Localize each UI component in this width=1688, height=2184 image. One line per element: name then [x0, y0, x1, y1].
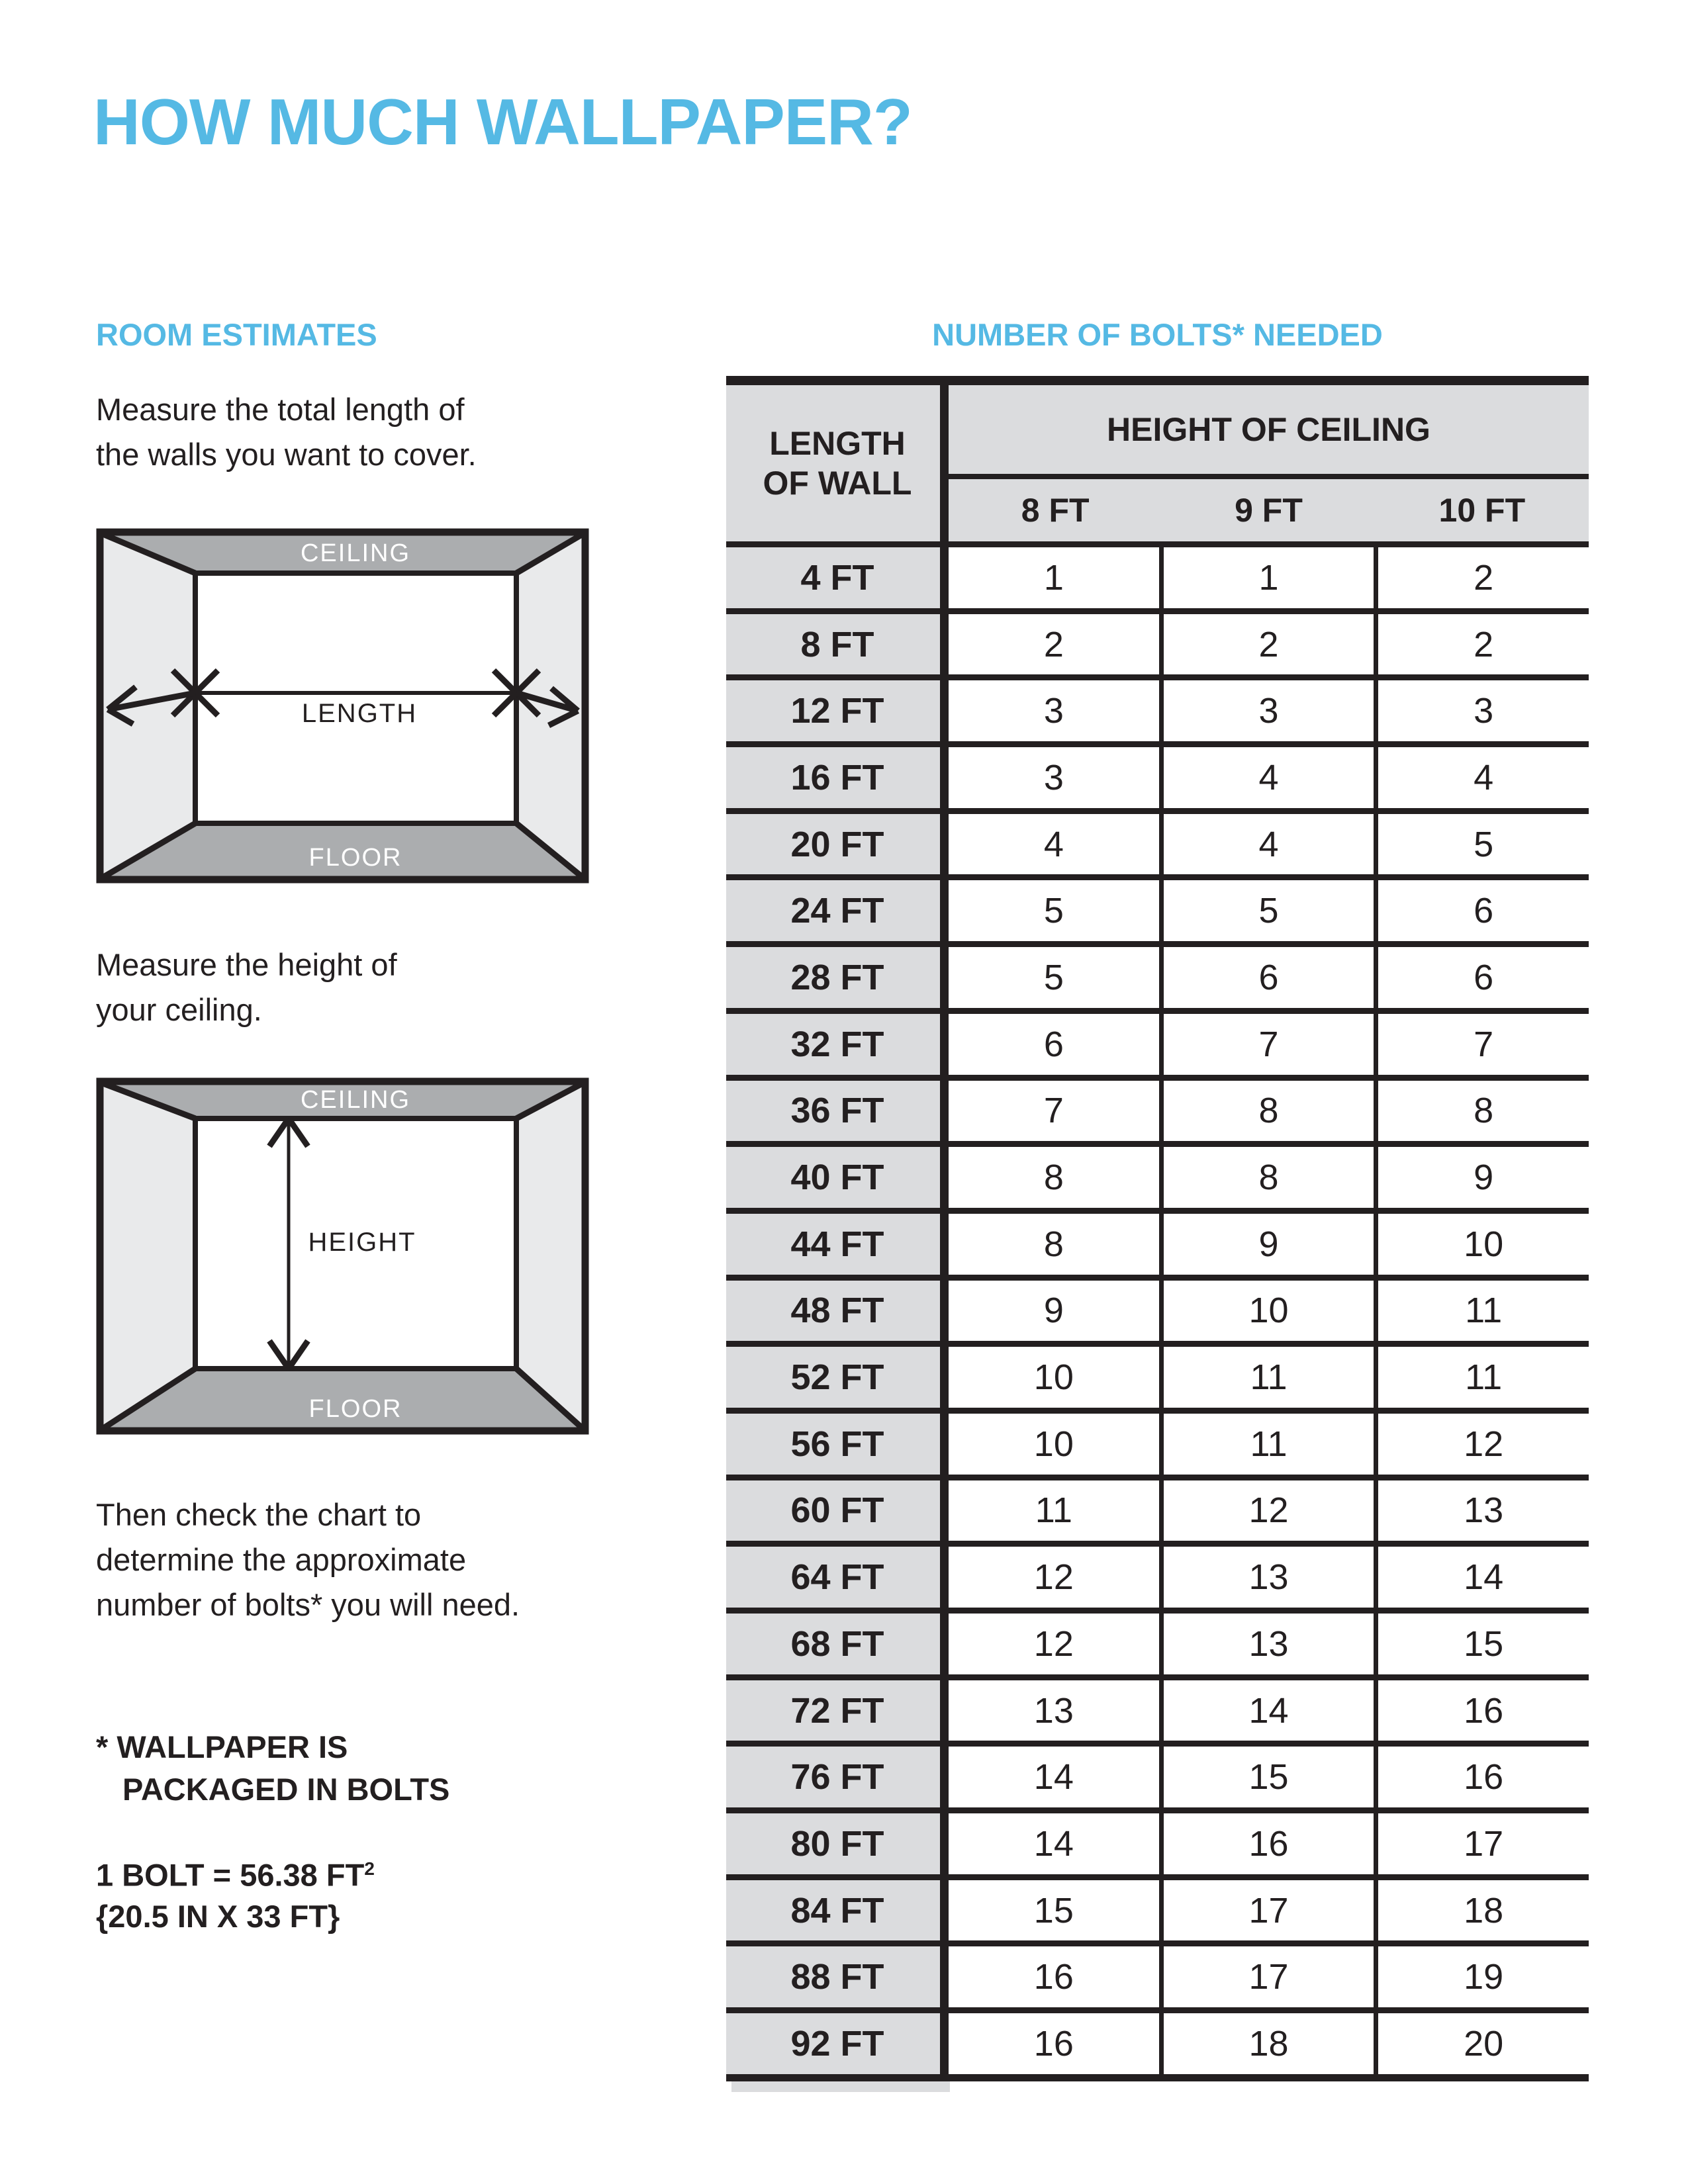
- bolt-count-cell: 17: [1374, 1813, 1589, 1874]
- row-label-wall-length: 44 FT: [726, 1214, 949, 1275]
- bolt-count-cell: 2: [1159, 614, 1374, 675]
- bolt-count-cell: 6: [1374, 947, 1589, 1008]
- bolt-count-cell: 5: [949, 947, 1159, 1008]
- bolt-count-cell: 13: [949, 1680, 1159, 1741]
- bolt-count-cell: 12: [949, 1614, 1159, 1674]
- table-row: [726, 1940, 1589, 2007]
- bolt-count-cell: 5: [949, 880, 1159, 941]
- height-label: HEIGHT: [308, 1228, 416, 1257]
- bolt-count-cell: 15: [1374, 1614, 1589, 1674]
- row-label-wall-length: 64 FT: [726, 1547, 949, 1608]
- bolt-count-cell: 2: [1374, 614, 1589, 675]
- floor-label: FLOOR: [308, 1395, 402, 1423]
- bolt-count-cell: 14: [1374, 1547, 1589, 1608]
- bolt-count-cell: 4: [1159, 814, 1374, 875]
- bolt-spec: [96, 1848, 375, 1937]
- row-label-wall-length: 56 FT: [726, 1414, 949, 1475]
- bolt-count-cell: 8: [949, 1147, 1159, 1208]
- ceiling-label: CEILING: [300, 1086, 411, 1114]
- row-label-wall-length: 92 FT: [726, 2013, 949, 2074]
- instruction-line: Then check the chart to: [96, 1497, 422, 1532]
- table-row: [726, 1608, 1589, 1674]
- row-label-wall-length: 88 FT: [726, 1946, 949, 2007]
- room-height-diagram: [96, 1077, 589, 1435]
- bolt-count-cell: 8: [1374, 1081, 1589, 1142]
- bolt-count-cell: 10: [1159, 1281, 1374, 1342]
- bolt-count-cell: 9: [1159, 1214, 1374, 1275]
- table-row: [726, 1741, 1589, 1807]
- back-wall-panel: [195, 573, 516, 823]
- row-label-wall-length: 24 FT: [726, 880, 949, 941]
- bolt-count-cell: 1: [949, 547, 1159, 608]
- bolt-count-cell: 12: [949, 1547, 1159, 1608]
- table-row: [726, 2007, 1589, 2074]
- bolt-count-cell: 1: [1159, 547, 1374, 608]
- instruction-line: Measure the total length of: [96, 392, 465, 427]
- bolt-count-cell: 8: [1159, 1081, 1374, 1142]
- section-heading-bolts-needed: NUMBER OF BOLTS* NEEDED: [932, 317, 1383, 352]
- bolt-count-cell: 13: [1159, 1614, 1374, 1674]
- instruction-step-3: [96, 1492, 520, 1627]
- bolt-count-cell: 11: [1374, 1281, 1589, 1342]
- length-label: LENGTH: [301, 699, 418, 728]
- bolt-count-cell: 4: [1159, 747, 1374, 808]
- bolt-count-cell: 11: [1159, 1347, 1374, 1408]
- row-label-wall-length: 68 FT: [726, 1614, 949, 1674]
- row-label-wall-length: 48 FT: [726, 1281, 949, 1342]
- instruction-line: number of bolts* you will need.: [96, 1587, 520, 1622]
- column-header-length-of-wall: [726, 385, 949, 541]
- table-row: [726, 808, 1589, 875]
- row-label-wall-length: 16 FT: [726, 747, 949, 808]
- row-label-wall-length: 4 FT: [726, 547, 949, 608]
- bolt-count-cell: 10: [949, 1347, 1159, 1408]
- column-header-line: OF WALL: [763, 465, 912, 502]
- bolt-count-cell: 5: [1374, 814, 1589, 875]
- instruction-line: your ceiling.: [96, 992, 262, 1027]
- table-row: [726, 608, 1589, 675]
- column-header-10ft: 10 FT: [1438, 492, 1526, 529]
- row-label-wall-length: 28 FT: [726, 947, 949, 1008]
- column-header-9ft: 9 FT: [1235, 492, 1303, 529]
- table-row: [726, 1475, 1589, 1541]
- bolt-count-cell: 11: [1374, 1347, 1589, 1408]
- bolt-count-cell: 17: [1159, 1880, 1374, 1941]
- bolt-count-cell: 12: [1159, 1480, 1374, 1541]
- bolt-count-cell: 7: [949, 1081, 1159, 1142]
- bolt-count-cell: 3: [949, 680, 1159, 741]
- room-length-diagram: [96, 528, 589, 884]
- table-top-rule: [726, 376, 1589, 385]
- ceiling-height-columns: [949, 479, 1589, 541]
- table-row: [726, 1874, 1589, 1941]
- bolt-count-cell: 19: [1374, 1946, 1589, 2007]
- row-label-wall-length: 84 FT: [726, 1880, 949, 1941]
- instruction-line: determine the approximate: [96, 1542, 467, 1577]
- bolt-count-cell: 15: [1159, 1747, 1374, 1807]
- table-row: [726, 1674, 1589, 1741]
- bolt-count-cell: 3: [949, 747, 1159, 808]
- bolt-count-cell: 8: [1159, 1147, 1374, 1208]
- bolt-size-text: 1 BOLT = 56.38 FT: [96, 1857, 365, 1893]
- table-bottom-rule: [726, 2074, 1589, 2081]
- section-heading-room-estimates: ROOM ESTIMATES: [96, 317, 377, 352]
- bolt-count-cell: 14: [949, 1813, 1159, 1874]
- row-label-wall-length: 76 FT: [726, 1747, 949, 1807]
- bolt-count-cell: 9: [949, 1281, 1159, 1342]
- row-label-wall-length: 20 FT: [726, 814, 949, 875]
- bolt-count-cell: 18: [1374, 1880, 1589, 1941]
- bolt-count-cell: 20: [1374, 2013, 1589, 2074]
- ceiling-label: CEILING: [300, 539, 411, 567]
- table-column-divider: [940, 376, 949, 2081]
- table-header-right: [949, 385, 1589, 541]
- bolt-count-cell: 17: [1159, 1946, 1374, 2007]
- group-header-height-of-ceiling: HEIGHT OF CEILING: [1107, 411, 1430, 448]
- bolt-count-cell: 12: [1374, 1414, 1589, 1475]
- table-row: [726, 941, 1589, 1008]
- bolt-size-line: [96, 1848, 375, 1896]
- bolt-count-cell: 18: [1159, 2013, 1374, 2074]
- table-row: [726, 1541, 1589, 1608]
- floor-label: FLOOR: [308, 844, 402, 872]
- bolt-count-cell: 3: [1374, 680, 1589, 741]
- row-label-wall-length: 36 FT: [726, 1081, 949, 1142]
- bolt-count-cell: 6: [1159, 947, 1374, 1008]
- bolt-count-cell: 7: [1159, 1014, 1374, 1075]
- bolt-count-cell: 8: [949, 1214, 1159, 1275]
- table-header: [726, 385, 1589, 541]
- footnote-line: * WALLPAPER IS: [96, 1729, 348, 1764]
- bolt-count-cell: 16: [949, 2013, 1159, 2074]
- row-label-wall-length: 40 FT: [726, 1147, 949, 1208]
- column-header-line: LENGTH: [769, 425, 906, 462]
- instruction-step-2: [96, 942, 397, 1032]
- bolt-count-cell: 3: [1159, 680, 1374, 741]
- footnote-line: PACKAGED IN BOLTS: [122, 1772, 450, 1807]
- row-label-wall-length: 60 FT: [726, 1480, 949, 1541]
- row-label-wall-length: 12 FT: [726, 680, 949, 741]
- bolt-count-cell: 14: [949, 1747, 1159, 1807]
- bolt-count-cell: 5: [1159, 880, 1374, 941]
- bolt-count-cell: 11: [949, 1480, 1159, 1541]
- table-row: [726, 1208, 1589, 1275]
- table-row: [726, 674, 1589, 741]
- instruction-step-1: [96, 387, 477, 477]
- instruction-line: the walls you want to cover.: [96, 437, 477, 472]
- row-label-wall-length: 8 FT: [726, 614, 949, 675]
- column-header-8ft: 8 FT: [1021, 492, 1090, 529]
- table-row: [726, 741, 1589, 808]
- table-row: [726, 1008, 1589, 1075]
- bolt-count-cell: 4: [1374, 747, 1589, 808]
- bolt-count-cell: 14: [1159, 1680, 1374, 1741]
- group-header-rule: [949, 474, 1589, 479]
- bolt-count-cell: 16: [949, 1946, 1159, 2007]
- bolt-count-cell: 2: [949, 614, 1159, 675]
- table-row: [726, 1075, 1589, 1142]
- bolt-count-cell: 9: [1374, 1147, 1589, 1208]
- bolt-count-cell: 13: [1159, 1547, 1374, 1608]
- table-row: [726, 1408, 1589, 1475]
- bolt-count-cell: 11: [1159, 1414, 1374, 1475]
- table-row: [726, 874, 1589, 941]
- bolt-count-cell: 2: [1374, 547, 1589, 608]
- page-title: HOW MUCH WALLPAPER?: [93, 85, 912, 158]
- bolt-count-cell: 10: [1374, 1214, 1589, 1275]
- bolt-count-cell: 16: [1159, 1813, 1374, 1874]
- bolt-count-cell: 16: [1374, 1680, 1589, 1741]
- bolt-count-cell: 15: [949, 1880, 1159, 1941]
- instruction-line: Measure the height of: [96, 947, 397, 982]
- bolt-count-cell: 16: [1374, 1747, 1589, 1807]
- table-body: [726, 541, 1589, 2074]
- table-row: [726, 541, 1589, 608]
- table-row: [726, 1141, 1589, 1208]
- row-label-wall-length: 32 FT: [726, 1014, 949, 1075]
- wallpaper-bolts-footnote: [96, 1726, 449, 1811]
- bolt-count-cell: 6: [949, 1014, 1159, 1075]
- bolt-count-cell: 13: [1374, 1480, 1589, 1541]
- bolt-count-cell: 10: [949, 1414, 1159, 1475]
- bolt-size-superscript: 2: [364, 1858, 375, 1879]
- row-label-wall-length: 72 FT: [726, 1680, 949, 1741]
- bolt-count-cell: 6: [1374, 880, 1589, 941]
- table-row: [726, 1341, 1589, 1408]
- bolt-dimensions-line: {20.5 IN X 33 FT}: [96, 1898, 340, 1934]
- bolt-count-cell: 4: [949, 814, 1159, 875]
- table-row: [726, 1275, 1589, 1342]
- table-row: [726, 1807, 1589, 1874]
- row-label-wall-length: 52 FT: [726, 1347, 949, 1408]
- bolts-needed-table: [726, 376, 1589, 2081]
- row-label-wall-length: 80 FT: [726, 1813, 949, 1874]
- table-gray-tab: [731, 2081, 950, 2092]
- bolt-count-cell: 7: [1374, 1014, 1589, 1075]
